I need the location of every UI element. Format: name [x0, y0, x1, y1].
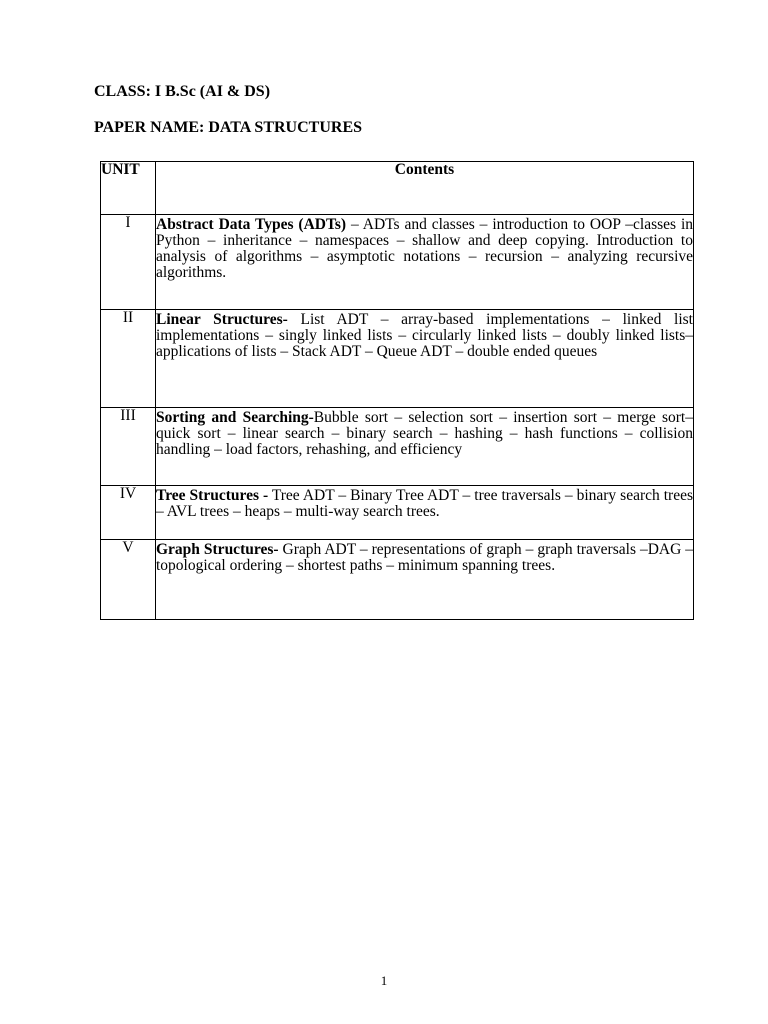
unit-number: I: [101, 215, 156, 310]
unit-topic: Tree Structures -: [156, 487, 269, 504]
page-number: 1: [380, 973, 388, 988]
unit-number: IV: [101, 486, 156, 540]
table-row: [101, 486, 694, 540]
unit-contents: [156, 486, 694, 540]
unit-number: II: [101, 310, 156, 408]
unit-topic: Graph Structures-: [156, 541, 279, 558]
unit-detail: Graph ADT – representations of graph – graph traversals –DAG – topological ordering – shortest paths – minimum spanning trees.: [156, 541, 694, 574]
contents-column-header: Contents: [156, 162, 694, 215]
unit-contents: [156, 310, 694, 408]
unit-topic: Abstract Data Types (ADTs): [156, 216, 347, 233]
unit-contents: [156, 408, 694, 486]
unit-contents: [156, 215, 694, 310]
table-row: [101, 408, 694, 486]
syllabus-table: [100, 161, 694, 620]
table-row: [101, 215, 694, 310]
unit-number: V: [101, 540, 156, 620]
paper-name-heading: PAPER NAME: DATA STRUCTURES: [94, 119, 363, 136]
unit-column-header: UNIT: [101, 162, 156, 215]
class-heading: CLASS: I B.Sc (AI & DS): [94, 83, 271, 100]
unit-detail: Tree ADT – Binary Tree ADT – tree traversals – binary search trees – AVL trees – heaps – multi-way search trees.: [156, 487, 693, 520]
unit-topic: Linear Structures-: [156, 311, 288, 328]
unit-detail: Bubble sort – selection sort – insertion sort – merge sort– quick sort – linear search – binary search – hashing – hash functions – collision handling – load factors, rehashing, and efficiency: [156, 409, 693, 458]
unit-detail: – ADTs and classes – introduction to OOP –classes in Python – inheritance – namespaces – shallow and deep copying. Introduction to analysis of algorithms – asymptotic notations – recursion – analyzing recursive algorithms.: [156, 216, 693, 281]
unit-topic: Sorting and Searching-: [156, 409, 314, 426]
unit-number: III: [101, 408, 156, 486]
table-row: [101, 540, 694, 620]
table-row: [101, 310, 694, 408]
unit-contents: [156, 540, 694, 620]
table-header-row: [101, 162, 694, 215]
unit-detail: List ADT – array-based implementations – linked list implementations – singly linked lists – circularly linked lists – doubly linked lists– applications of lists – Stack ADT – Queue ADT – double ended queues: [156, 311, 693, 360]
